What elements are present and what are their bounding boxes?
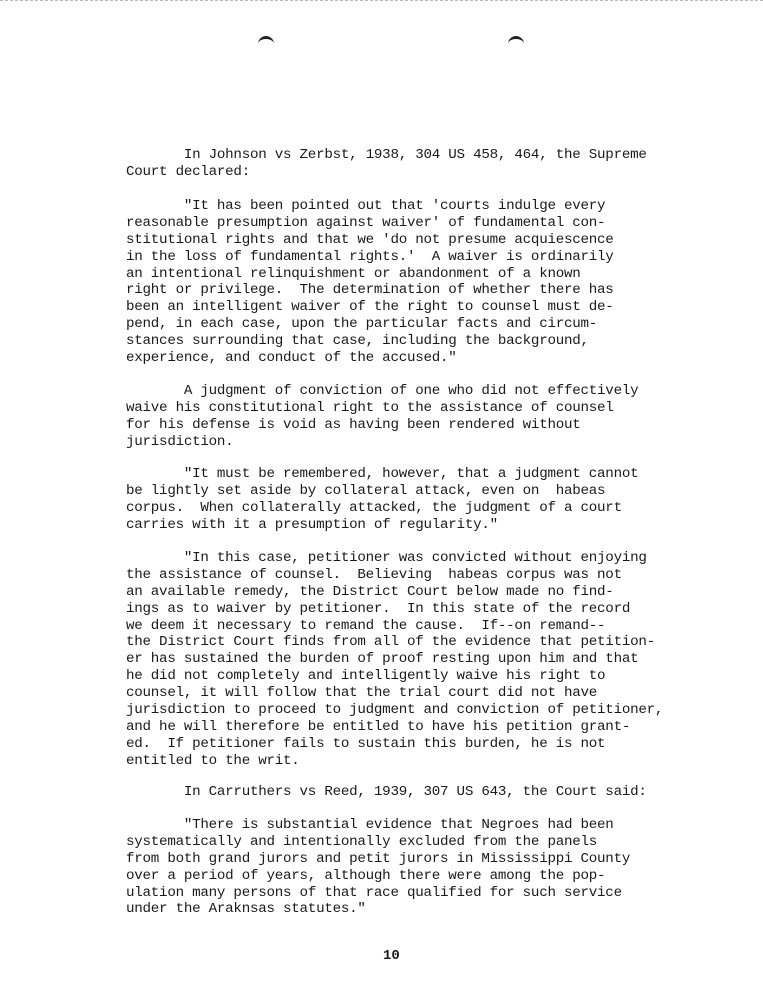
text-line: and he will therefore be entitled to have his petition grant- — [126, 718, 631, 735]
page-top-border — [0, 0, 763, 1]
paragraph-judgment-void — [126, 366, 638, 451]
text-line: waive his constitutional right to the assistance of counsel — [126, 399, 614, 416]
paragraph-remand — [126, 533, 663, 770]
text-line: over a period of years, although there were among the pop- — [126, 867, 606, 884]
text-line: the assistance of counsel. Believing habeas corpus was not — [126, 566, 622, 583]
paragraph-johnson-intro — [126, 130, 647, 181]
text-line: he did not completely and intelligently waive his right to — [126, 668, 606, 685]
text-line: systematically and intentionally excluded from the panels — [126, 833, 598, 850]
text-line: been an intelligent waiver of the right to counsel must de- — [126, 299, 614, 316]
fastener-mark-left — [258, 36, 274, 47]
page-number: 10 — [383, 948, 400, 964]
fastener-mark-right — [508, 36, 524, 47]
paragraph-collateral-attack — [126, 449, 638, 534]
text-line: reasonable presumption against waiver' of fundamental con- — [126, 214, 606, 231]
text-line: we deem it necessary to remand the cause. If--on remand-- — [126, 617, 606, 634]
paragraph-carruthers-quote — [126, 800, 630, 918]
paragraph-johnson-quote — [126, 181, 614, 367]
text-line: "It must be remembered, however, that a judgment cannot — [142, 465, 639, 482]
text-line: er has sustained the burden of proof resting upon him and that — [126, 651, 639, 668]
text-line: carries with it a presumption of regularity." — [126, 516, 498, 533]
paragraph-carruthers-intro — [126, 767, 647, 801]
text-line: under the Araknsas statutes." — [126, 901, 366, 918]
text-line: for his defense is void as having been rendered without — [126, 416, 581, 433]
text-line: "It has been pointed out that 'courts indulge every — [142, 197, 606, 214]
text-line: In Carruthers vs Reed, 1939, 307 US 643, the Court said: — [142, 783, 647, 800]
text-line: ulation many persons of that race qualified for such service — [126, 884, 622, 901]
text-line: an intentional relinquishment or abandonment of a known — [126, 265, 581, 282]
text-line: "In this case, petitioner was convicted without enjoying — [142, 549, 647, 566]
text-line: be lightly set aside by collateral attack, even on habeas — [126, 482, 606, 499]
text-line: stances surrounding that case, including the background, — [126, 333, 589, 350]
text-line: In Johnson vs Zerbst, 1938, 304 US 458, 464, the Supreme — [142, 146, 647, 163]
text-line: in the loss of fundamental rights.' A waiver is ordinarily — [126, 248, 614, 265]
text-line: "There is substantial evidence that Negroes had been — [142, 816, 614, 833]
text-line: experience, and conduct of the accused." — [126, 350, 457, 367]
text-line: A judgment of conviction of one who did not effectively — [142, 382, 639, 399]
text-line: Court declared: — [126, 163, 250, 180]
text-line: jurisdiction to proceed to judgment and conviction of petitioner, — [126, 702, 664, 719]
text-line: ings as to waiver by petitioner. In this state of the record — [126, 600, 631, 617]
text-line: from both grand jurors and petit jurors in Mississippi County — [126, 850, 631, 867]
text-line: entitled to the writ. — [126, 752, 300, 769]
text-line: right or privilege. The determination of whether there has — [126, 282, 614, 299]
text-line: jurisdiction. — [126, 433, 234, 450]
text-line: an available remedy, the District Court below made no find- — [126, 583, 614, 600]
text-line: counsel, it will follow that the trial court did not have — [126, 685, 598, 702]
text-line: the District Court finds from all of the evidence that petition- — [126, 634, 655, 651]
text-line: ed. If petitioner fails to sustain this burden, he is not — [126, 735, 606, 752]
text-line: corpus. When collaterally attacked, the judgment of a court — [126, 499, 622, 516]
text-line: stitutional rights and that we 'do not presume acquiescence — [126, 231, 614, 248]
text-line: pend, in each case, upon the particular facts and circum- — [126, 316, 598, 333]
